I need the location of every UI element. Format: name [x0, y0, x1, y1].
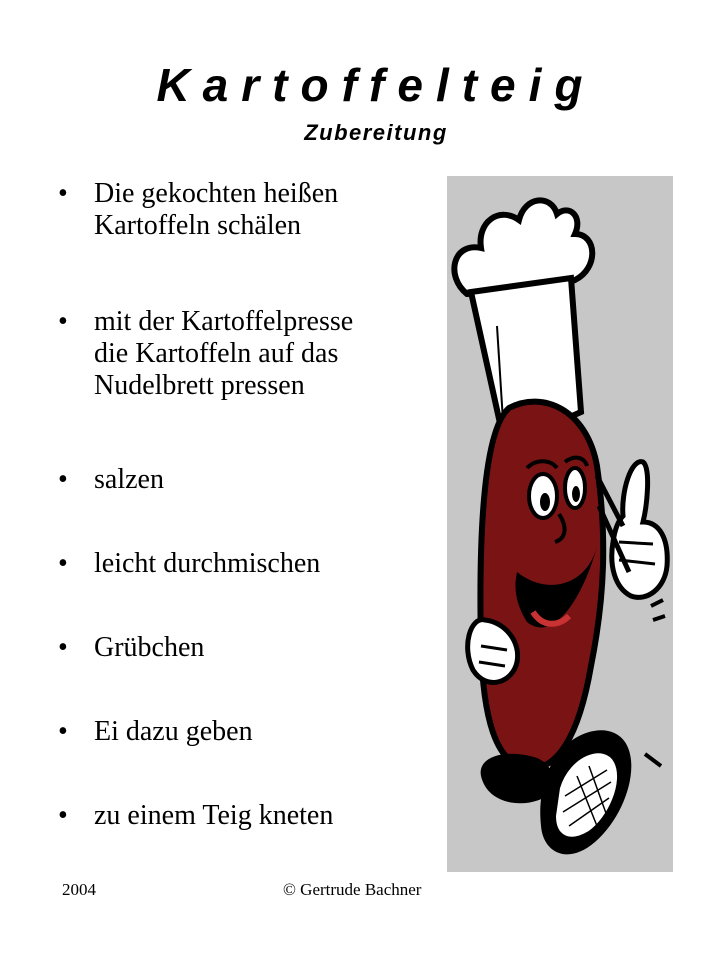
step-text-line: salzen — [94, 464, 164, 495]
bullet-icon: • — [58, 716, 68, 747]
step-item — [58, 306, 434, 402]
step-text-line: Nudelbrett pressen — [94, 370, 305, 401]
page-subtitle: Zubereitung — [304, 120, 448, 145]
step-text-line: leicht durchmischen — [94, 548, 321, 579]
step-item — [58, 178, 434, 242]
step-text-line: die Kartoffeln auf das — [94, 338, 339, 369]
step-item — [58, 632, 434, 664]
footer-year: 2004 — [62, 880, 96, 899]
step-item — [58, 548, 434, 580]
step-text-line: zu einem Teig kneten — [94, 800, 334, 831]
step-item — [58, 800, 434, 832]
step-item — [58, 464, 434, 496]
potato-chef-illustration — [447, 176, 673, 872]
potato-chef-icon — [447, 176, 673, 872]
bullet-icon: • — [58, 632, 68, 663]
footer-copyright: © Gertrude Bachner — [283, 880, 422, 899]
page-title: Kartoffelteig — [156, 59, 596, 111]
bullet-icon: • — [58, 548, 68, 579]
bullet-icon: • — [58, 800, 68, 831]
step-text-line: Kartoffeln schälen — [94, 210, 302, 241]
bullet-icon: • — [58, 306, 68, 337]
step-item — [58, 716, 434, 748]
step-text-line: Die gekochten heißen — [94, 178, 339, 209]
step-text-line: Ei dazu geben — [94, 716, 253, 747]
step-text-line: mit der Kartoffelpresse — [94, 306, 354, 337]
bullet-icon: • — [58, 464, 68, 495]
step-text-line: Grübchen — [94, 632, 205, 663]
bullet-icon: • — [58, 178, 68, 209]
